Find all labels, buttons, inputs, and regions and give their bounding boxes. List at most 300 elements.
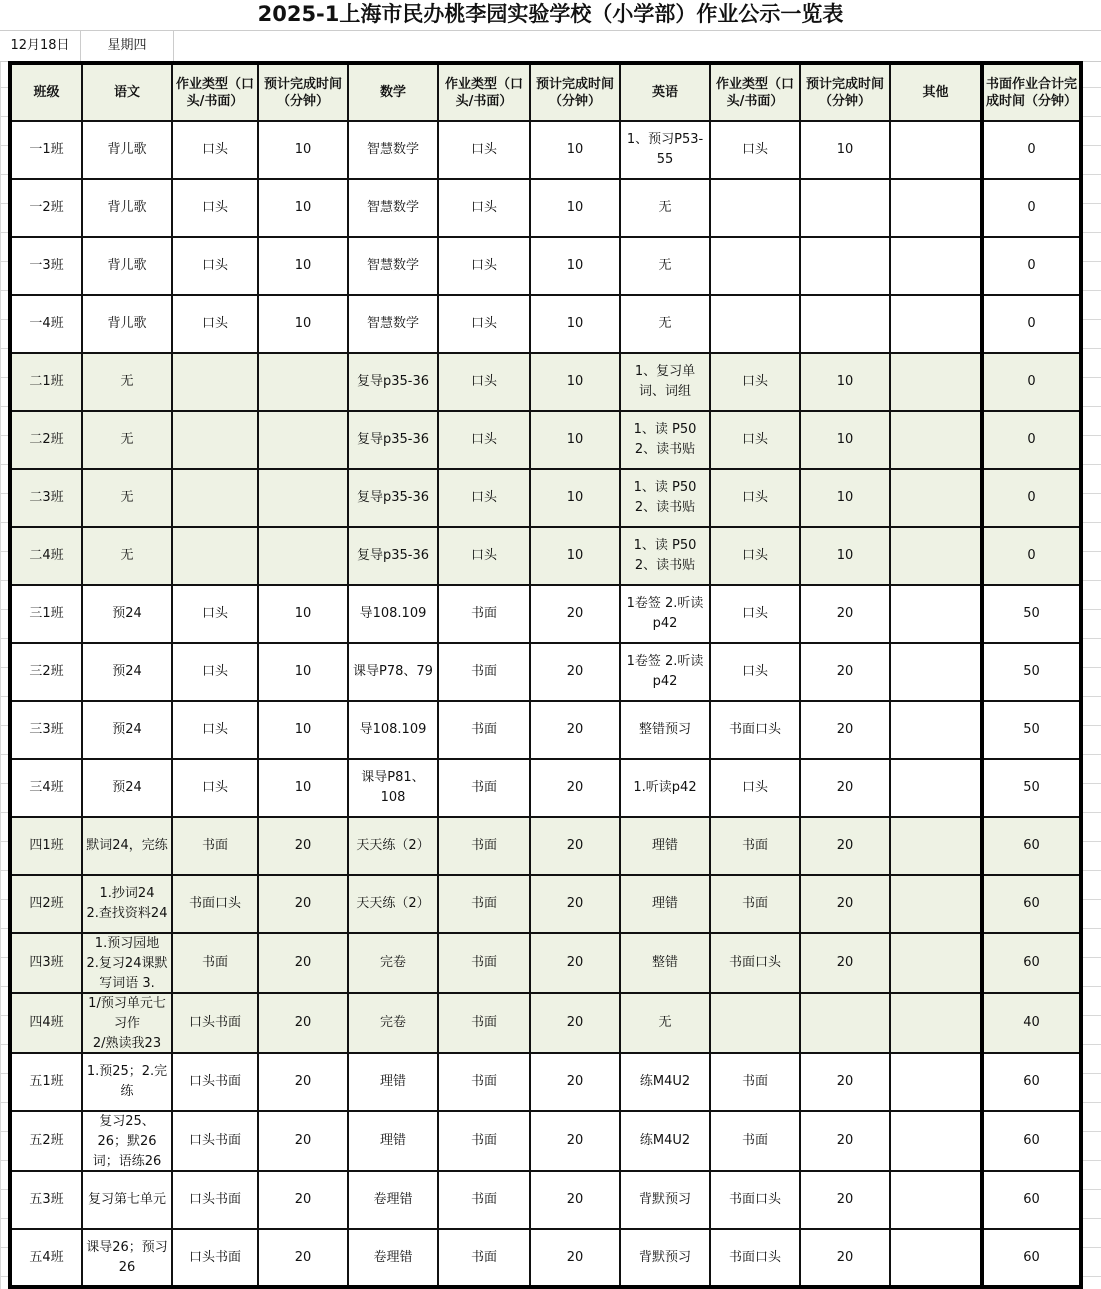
cell-chinese[interactable]	[82, 237, 172, 295]
cell-chinese[interactable]	[82, 121, 172, 179]
cell-math-type[interactable]	[438, 1229, 530, 1287]
cell-total[interactable]	[982, 701, 1081, 759]
cell-class[interactable]	[10, 1053, 82, 1111]
cell-text: 书面	[470, 722, 497, 737]
cell-math[interactable]	[348, 993, 438, 1053]
cell-text: 20	[836, 1133, 854, 1148]
cell-chinese-time[interactable]	[258, 411, 348, 469]
cell-total[interactable]	[982, 469, 1081, 527]
cell-math-time[interactable]	[530, 875, 620, 933]
cell-text: 1卷签 2.听读p42	[626, 596, 704, 631]
cell-other[interactable]	[890, 237, 982, 295]
cell-english-time[interactable]	[800, 701, 890, 759]
cell-math-time[interactable]	[530, 1171, 620, 1229]
cell-chinese-time[interactable]	[258, 121, 348, 179]
cell-english-time[interactable]	[800, 993, 890, 1053]
cell-class[interactable]	[10, 933, 82, 993]
cell-english-type[interactable]	[710, 1053, 800, 1111]
cell-text: 无	[120, 374, 134, 389]
cell-math-time[interactable]	[530, 1111, 620, 1171]
cell-text: 50	[1023, 664, 1040, 679]
cell-other[interactable]	[890, 1111, 982, 1171]
cell-text: 天天练（2）	[356, 838, 430, 853]
cell-class[interactable]	[10, 1171, 82, 1229]
cell-english-time[interactable]	[800, 121, 890, 179]
cell-other[interactable]	[890, 1229, 982, 1287]
cell-english-type[interactable]	[710, 353, 800, 411]
cell-text: 书面	[470, 955, 497, 970]
cell-class[interactable]	[10, 701, 82, 759]
cell-math[interactable]	[348, 643, 438, 701]
cell-class[interactable]	[10, 237, 82, 295]
cell-text: 20	[836, 1249, 854, 1265]
cell-class[interactable]	[10, 585, 82, 643]
cell-text: 60	[1023, 1074, 1040, 1089]
cell-other[interactable]	[890, 759, 982, 817]
cell-chinese[interactable]	[82, 643, 172, 701]
cell-other[interactable]	[890, 469, 982, 527]
cell-chinese[interactable]	[82, 1171, 172, 1229]
cell-math-type[interactable]	[438, 353, 530, 411]
cell-text: 60	[1023, 1249, 1040, 1265]
cell-math-type[interactable]	[438, 817, 530, 875]
cell-english-type[interactable]	[710, 121, 800, 179]
cell-text: 口头	[741, 780, 768, 795]
cell-text: 20	[836, 664, 854, 679]
cell-text: 书面	[470, 1192, 497, 1207]
cell-chinese[interactable]	[82, 875, 172, 933]
cell-class[interactable]	[10, 875, 82, 933]
cell-chinese-time[interactable]	[258, 701, 348, 759]
cell-chinese-time[interactable]	[258, 643, 348, 701]
cell-text: 智慧数学	[366, 200, 419, 215]
cell-chinese-time[interactable]	[258, 527, 348, 585]
cell-english-type[interactable]	[710, 875, 800, 933]
cell-text: 1、读 P50 2、读书贴	[633, 480, 697, 515]
cell-math[interactable]	[348, 875, 438, 933]
cell-english-time[interactable]	[800, 585, 890, 643]
cell-chinese-type[interactable]	[172, 817, 258, 875]
table-row	[10, 643, 1081, 701]
cell-english[interactable]	[620, 527, 710, 585]
cell-total[interactable]	[982, 817, 1081, 875]
cell-text: 一1班	[29, 142, 64, 157]
cell-chinese-type[interactable]	[172, 933, 258, 993]
cell-text: 1.预25；2.完练	[86, 1064, 168, 1099]
cell-class[interactable]	[10, 1111, 82, 1171]
cell-other[interactable]	[890, 701, 982, 759]
cell-english-type[interactable]	[710, 295, 800, 353]
cell-chinese-type[interactable]	[172, 1171, 258, 1229]
cell-chinese-type[interactable]	[172, 585, 258, 643]
cell-math-time[interactable]	[530, 411, 620, 469]
cell-math-type[interactable]	[438, 411, 530, 469]
cell-total[interactable]	[982, 1171, 1081, 1229]
cell-text: 20	[294, 838, 312, 853]
cell-chinese[interactable]	[82, 701, 172, 759]
cell-english-type[interactable]	[710, 179, 800, 237]
cell-math-type[interactable]	[438, 759, 530, 817]
cell-english-time[interactable]	[800, 237, 890, 295]
cell-class[interactable]	[10, 295, 82, 353]
cell-math-type[interactable]	[438, 121, 530, 179]
cell-math-time[interactable]	[530, 643, 620, 701]
cell-chinese-time[interactable]	[258, 353, 348, 411]
cell-chinese-time[interactable]	[258, 993, 348, 1053]
cell-english-time[interactable]	[800, 875, 890, 933]
cell-text: 三1班	[29, 606, 64, 621]
table-row	[10, 701, 1081, 759]
cell-english-time[interactable]	[800, 411, 890, 469]
cell-math-time[interactable]	[530, 933, 620, 993]
cell-other[interactable]	[890, 121, 982, 179]
cell-english[interactable]	[620, 121, 710, 179]
cell-text: 口头	[741, 548, 768, 563]
cell-english[interactable]	[620, 875, 710, 933]
cell-text: 二3班	[29, 490, 64, 505]
cell-english-type[interactable]	[710, 469, 800, 527]
cell-math-time[interactable]	[530, 817, 620, 875]
cell-chinese-type[interactable]	[172, 527, 258, 585]
cell-math[interactable]	[348, 237, 438, 295]
cell-chinese-time[interactable]	[258, 179, 348, 237]
meta-row	[0, 30, 1101, 62]
cell-chinese-time[interactable]	[258, 585, 348, 643]
cell-chinese[interactable]	[82, 469, 172, 527]
cell-total[interactable]	[982, 759, 1081, 817]
cell-chinese-time[interactable]	[258, 1053, 348, 1111]
cell-total[interactable]	[982, 1229, 1081, 1287]
cell-english-time[interactable]	[800, 1111, 890, 1171]
cell-math-type[interactable]	[438, 179, 530, 237]
cell-other[interactable]	[890, 643, 982, 701]
cell-chinese[interactable]	[82, 179, 172, 237]
cell-english[interactable]	[620, 1111, 710, 1171]
cell-text: 10	[566, 200, 584, 215]
cell-english-type[interactable]	[710, 527, 800, 585]
cell-math-time[interactable]	[530, 121, 620, 179]
cell-text: 书面口头	[728, 1249, 781, 1265]
cell-text: 20	[566, 1192, 584, 1207]
cell-total[interactable]	[982, 353, 1081, 411]
cell-class[interactable]	[10, 179, 82, 237]
cell-math[interactable]	[348, 353, 438, 411]
cell-class[interactable]	[10, 527, 82, 585]
cell-english-type[interactable]	[710, 237, 800, 295]
cell-total[interactable]	[982, 643, 1081, 701]
cell-chinese[interactable]	[82, 993, 172, 1053]
header-chinese-type: 作业类型（口头/书面）	[172, 63, 258, 121]
cell-math-time[interactable]	[530, 237, 620, 295]
cell-text: 10	[836, 490, 854, 505]
cell-english-time[interactable]	[800, 527, 890, 585]
cell-other[interactable]	[890, 875, 982, 933]
cell-text: 复习25、26；默26词；语练26	[92, 1114, 162, 1169]
cell-chinese-time[interactable]	[258, 933, 348, 993]
cell-text: 复导p35-36	[356, 432, 430, 447]
cell-chinese-time[interactable]	[258, 817, 348, 875]
cell-chinese[interactable]	[82, 817, 172, 875]
cell-total[interactable]	[982, 585, 1081, 643]
cell-english-type[interactable]	[710, 1171, 800, 1229]
cell-math[interactable]	[348, 817, 438, 875]
cell-text: 50	[1023, 606, 1040, 621]
cell-other[interactable]	[890, 179, 982, 237]
cell-text: 60	[1023, 838, 1040, 853]
cell-other[interactable]	[890, 817, 982, 875]
cell-chinese-type[interactable]	[172, 993, 258, 1053]
cell-english-time[interactable]	[800, 933, 890, 993]
cell-text: 书面	[470, 1015, 497, 1030]
cell-text: 10	[566, 316, 584, 331]
cell-english-time[interactable]	[800, 1171, 890, 1229]
cell-english-time[interactable]	[800, 817, 890, 875]
cell-other[interactable]	[890, 411, 982, 469]
cell-chinese[interactable]	[82, 1229, 172, 1287]
cell-english[interactable]	[620, 1171, 710, 1229]
cell-english-type[interactable]	[710, 817, 800, 875]
cell-math[interactable]	[348, 411, 438, 469]
cell-chinese[interactable]	[82, 585, 172, 643]
cell-english-type[interactable]	[710, 1229, 800, 1287]
cell-chinese-time[interactable]	[258, 875, 348, 933]
cell-total[interactable]	[982, 179, 1081, 237]
cell-chinese[interactable]	[82, 1111, 172, 1171]
cell-math[interactable]	[348, 1171, 438, 1229]
cell-english-time[interactable]	[800, 1053, 890, 1111]
cell-math[interactable]	[348, 1229, 438, 1287]
cell-other[interactable]	[890, 1171, 982, 1229]
cell-math-time[interactable]	[530, 585, 620, 643]
cell-english[interactable]	[620, 179, 710, 237]
cell-english-type[interactable]	[710, 933, 800, 993]
cell-english-type[interactable]	[710, 585, 800, 643]
cell-math[interactable]	[348, 759, 438, 817]
cell-chinese[interactable]	[82, 759, 172, 817]
cell-text: 背儿歌	[107, 200, 147, 215]
cell-class[interactable]	[10, 353, 82, 411]
cell-english-time[interactable]	[800, 643, 890, 701]
cell-text: 四1班	[29, 838, 64, 853]
cell-total[interactable]	[982, 875, 1081, 933]
cell-math-type[interactable]	[438, 585, 530, 643]
cell-math-type[interactable]	[438, 875, 530, 933]
cell-math-time[interactable]	[530, 759, 620, 817]
cell-english[interactable]	[620, 933, 710, 993]
cell-class[interactable]	[10, 121, 82, 179]
cell-text: 五1班	[29, 1074, 64, 1089]
cell-chinese[interactable]	[82, 527, 172, 585]
cell-english[interactable]	[620, 759, 710, 817]
cell-other[interactable]	[890, 527, 982, 585]
cell-class[interactable]	[10, 993, 82, 1053]
cell-math[interactable]	[348, 469, 438, 527]
cell-chinese-type[interactable]	[172, 875, 258, 933]
cell-math-time[interactable]	[530, 1053, 620, 1111]
cell-chinese-type[interactable]	[172, 469, 258, 527]
cell-math[interactable]	[348, 1053, 438, 1111]
cell-english-time[interactable]	[800, 353, 890, 411]
cell-chinese-type[interactable]	[172, 643, 258, 701]
cell-text: 预24	[112, 606, 142, 621]
cell-total[interactable]	[982, 1053, 1081, 1111]
cell-other[interactable]	[890, 585, 982, 643]
cell-text: 书面	[470, 1074, 497, 1089]
cell-english-time[interactable]	[800, 469, 890, 527]
header-chinese: 语文	[82, 63, 172, 121]
cell-chinese-time[interactable]	[258, 469, 348, 527]
cell-class[interactable]	[10, 759, 82, 817]
cell-text: 口头书面	[188, 1249, 241, 1265]
cell-english[interactable]	[620, 411, 710, 469]
header-other: 其他	[890, 63, 982, 121]
cell-total[interactable]	[982, 295, 1081, 353]
cell-total[interactable]	[982, 1111, 1081, 1171]
cell-chinese-type[interactable]	[172, 121, 258, 179]
cell-math[interactable]	[348, 933, 438, 993]
cell-english-type[interactable]	[710, 643, 800, 701]
cell-math-time[interactable]	[530, 993, 620, 1053]
cell-text: 一3班	[29, 258, 64, 273]
cell-math-time[interactable]	[530, 353, 620, 411]
cell-math-type[interactable]	[438, 1111, 530, 1171]
cell-english[interactable]	[620, 701, 710, 759]
cell-text: 练M4U2	[639, 1133, 691, 1148]
cell-text: 书面	[741, 1074, 768, 1089]
cell-chinese[interactable]	[82, 295, 172, 353]
cell-english[interactable]	[620, 585, 710, 643]
cell-english-type[interactable]	[710, 993, 800, 1053]
cell-english[interactable]	[620, 817, 710, 875]
cell-text: 1、读 P50 2、读书贴	[633, 422, 697, 457]
cell-other[interactable]	[890, 993, 982, 1053]
cell-text: 口头	[201, 606, 228, 621]
cell-chinese[interactable]	[82, 933, 172, 993]
cell-math-time[interactable]	[530, 1229, 620, 1287]
cell-math-type[interactable]	[438, 469, 530, 527]
cell-chinese-type[interactable]	[172, 353, 258, 411]
cell-chinese-type[interactable]	[172, 1053, 258, 1111]
cell-math-time[interactable]	[530, 469, 620, 527]
cell-english[interactable]	[620, 643, 710, 701]
cell-text: 智慧数学	[366, 258, 419, 273]
cell-english[interactable]	[620, 353, 710, 411]
cell-chinese[interactable]	[82, 1053, 172, 1111]
cell-chinese-type[interactable]	[172, 701, 258, 759]
date-cell[interactable]: 12月18日	[0, 31, 81, 61]
cell-text: 1.听读p42	[633, 780, 697, 795]
cell-chinese-time[interactable]	[258, 1229, 348, 1287]
cell-chinese-type[interactable]	[172, 1229, 258, 1287]
cell-class[interactable]	[10, 817, 82, 875]
cell-class[interactable]	[10, 643, 82, 701]
cell-text: 0	[1027, 142, 1036, 157]
cell-math[interactable]	[348, 121, 438, 179]
cell-chinese-type[interactable]	[172, 759, 258, 817]
cell-math[interactable]	[348, 1111, 438, 1171]
cell-english-time[interactable]	[800, 1229, 890, 1287]
cell-math-type[interactable]	[438, 1171, 530, 1229]
cell-english-time[interactable]	[800, 179, 890, 237]
cell-chinese-type[interactable]	[172, 295, 258, 353]
cell-chinese-time[interactable]	[258, 237, 348, 295]
cell-math-type[interactable]	[438, 933, 530, 993]
cell-chinese-time[interactable]	[258, 759, 348, 817]
cell-other[interactable]	[890, 933, 982, 993]
cell-text: 复导p35-36	[356, 490, 430, 505]
cell-math-time[interactable]	[530, 295, 620, 353]
cell-chinese-type[interactable]	[172, 179, 258, 237]
cell-class[interactable]	[10, 469, 82, 527]
cell-total[interactable]	[982, 933, 1081, 993]
cell-math-type[interactable]	[438, 993, 530, 1053]
cell-english[interactable]	[620, 237, 710, 295]
cell-other[interactable]	[890, 353, 982, 411]
cell-math[interactable]	[348, 585, 438, 643]
cell-math[interactable]	[348, 701, 438, 759]
cell-chinese-type[interactable]	[172, 411, 258, 469]
cell-math-type[interactable]	[438, 237, 530, 295]
cell-math-time[interactable]	[530, 701, 620, 759]
cell-math[interactable]	[348, 295, 438, 353]
cell-chinese-type[interactable]	[172, 1111, 258, 1171]
cell-math-time[interactable]	[530, 179, 620, 237]
cell-chinese-time[interactable]	[258, 1111, 348, 1171]
cell-total[interactable]	[982, 237, 1081, 295]
cell-english[interactable]	[620, 1229, 710, 1287]
cell-math[interactable]	[348, 527, 438, 585]
cell-english[interactable]	[620, 469, 710, 527]
cell-english-type[interactable]	[710, 759, 800, 817]
cell-other[interactable]	[890, 295, 982, 353]
cell-total[interactable]	[982, 993, 1081, 1053]
cell-math-type[interactable]	[438, 1053, 530, 1111]
cell-english-time[interactable]	[800, 759, 890, 817]
cell-math-type[interactable]	[438, 701, 530, 759]
cell-english[interactable]	[620, 1053, 710, 1111]
cell-total[interactable]	[982, 527, 1081, 585]
cell-text: 书面	[470, 838, 497, 853]
cell-text: 书面	[201, 838, 228, 853]
cell-chinese-time[interactable]	[258, 295, 348, 353]
cell-math-time[interactable]	[530, 527, 620, 585]
cell-total[interactable]	[982, 411, 1081, 469]
cell-class[interactable]	[10, 411, 82, 469]
cell-text: 无	[658, 258, 672, 273]
cell-math-type[interactable]	[438, 643, 530, 701]
cell-text: 60	[1023, 1192, 1040, 1207]
cell-english-time[interactable]	[800, 295, 890, 353]
cell-class[interactable]	[10, 1229, 82, 1287]
cell-math-type[interactable]	[438, 295, 530, 353]
cell-english-type[interactable]	[710, 1111, 800, 1171]
cell-text: 整错预习	[638, 722, 691, 737]
cell-total[interactable]	[982, 121, 1081, 179]
cell-chinese[interactable]	[82, 411, 172, 469]
cell-math-type[interactable]	[438, 527, 530, 585]
cell-english-type[interactable]	[710, 701, 800, 759]
cell-chinese-time[interactable]	[258, 1171, 348, 1229]
weekday-cell[interactable]: 星期四	[81, 31, 174, 61]
cell-text: 1、复习单词、词组	[634, 364, 696, 399]
cell-math[interactable]	[348, 179, 438, 237]
cell-english[interactable]	[620, 993, 710, 1053]
cell-chinese-type[interactable]	[172, 237, 258, 295]
cell-english[interactable]	[620, 295, 710, 353]
cell-chinese[interactable]	[82, 353, 172, 411]
cell-english-type[interactable]	[710, 411, 800, 469]
cell-other[interactable]	[890, 1053, 982, 1111]
